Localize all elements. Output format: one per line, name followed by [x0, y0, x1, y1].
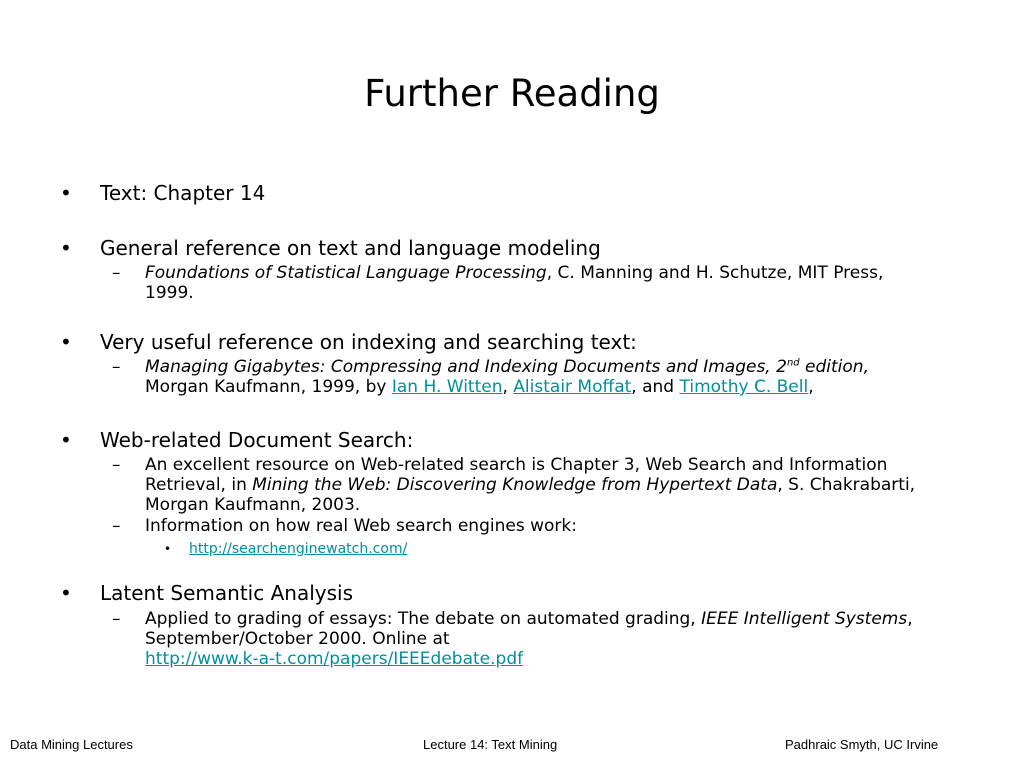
dash-icon: –	[112, 263, 121, 283]
mining-line2-suffix: , S. Chakrabarti,	[777, 475, 916, 495]
bullet-icon: •	[60, 428, 72, 452]
link-ieee-debate-pdf[interactable]: http://www.k-a-t.com/papers/IEEEdebate.pdf	[145, 649, 524, 669]
journal-title-ieee: IEEE Intelligent Systems	[701, 609, 908, 629]
bullet-text-lsa: Latent Semantic Analysis	[100, 581, 353, 605]
reference-ieee-debate	[145, 609, 945, 669]
dash-icon: –	[112, 357, 121, 377]
edition-superscript: nd	[786, 357, 800, 369]
by-text: , by	[354, 377, 392, 397]
reference-foundations	[145, 263, 945, 303]
separator: , and	[631, 377, 680, 397]
slide-title: Further Reading	[364, 72, 660, 115]
reference-foundations-details: , C. Manning and H. Schutze, MIT Press,	[546, 263, 884, 283]
bullet-icon: •	[60, 236, 72, 260]
ieee-line1-suffix: ,	[907, 609, 913, 629]
footer-left: Data Mining Lectures	[10, 737, 133, 752]
book-title-mining-the-web: Mining the Web: Discovering Knowledge from Hypertext Data	[252, 475, 778, 495]
author-link-moffat[interactable]: Alistair Moffat	[513, 377, 632, 397]
separator: ,	[502, 377, 514, 397]
bullet-icon: •	[60, 581, 72, 605]
dash-icon: –	[112, 455, 121, 475]
publisher-text: Morgan Kaufmann, 1999	[145, 377, 355, 397]
book-title-part2: edition,	[799, 357, 869, 377]
dash-icon: –	[112, 609, 121, 629]
bullet-icon: •	[164, 542, 172, 556]
bullet-text-indexing-reference: Very useful reference on indexing and searching text:	[100, 330, 637, 354]
reference-foundations-year: 1999.	[145, 283, 194, 303]
search-engines-info: Information on how real Web search engines work:	[145, 516, 577, 536]
bullet-icon: •	[60, 181, 72, 205]
book-title-foundations: Foundations of Statistical Language Processing	[145, 263, 547, 283]
bullet-text-web-search: Web-related Document Search:	[100, 428, 414, 452]
author-link-witten[interactable]: Ian H. Witten	[391, 377, 503, 397]
bullet-icon: •	[60, 330, 72, 354]
bullet-text-textbook: Text: Chapter 14	[100, 181, 266, 205]
book-title-part1: Managing Gigabytes: Compressing and Indexing Documents and Images, 2	[145, 357, 787, 377]
dash-icon: –	[112, 516, 121, 536]
footer-right: Padhraic Smyth, UC Irvine	[785, 737, 939, 752]
author-link-bell[interactable]: Timothy C. Bell	[679, 377, 809, 397]
mining-line2-prefix: Retrieval, in	[145, 475, 253, 495]
trailing-comma: ,	[808, 377, 814, 397]
ieee-line1-prefix: Applied to grading of essays: The debate on automated grading,	[145, 609, 702, 629]
book-title-managing-gigabytes	[145, 357, 869, 377]
mining-line1: An excellent resource on Web-related search is Chapter 3, Web Search and Information	[145, 455, 888, 475]
mining-line3: Morgan Kaufmann, 2003.	[145, 495, 361, 515]
bullet-text-general-reference: General reference on text and language modeling	[100, 236, 601, 260]
footer-center: Lecture 14: Text Mining	[423, 737, 558, 752]
reference-managing-gigabytes	[145, 357, 945, 397]
reference-mining-the-web	[145, 455, 945, 515]
link-searchenginewatch[interactable]: http://searchenginewatch.com/	[189, 541, 408, 557]
ieee-line2: September/October 2000. Online at	[145, 629, 450, 649]
